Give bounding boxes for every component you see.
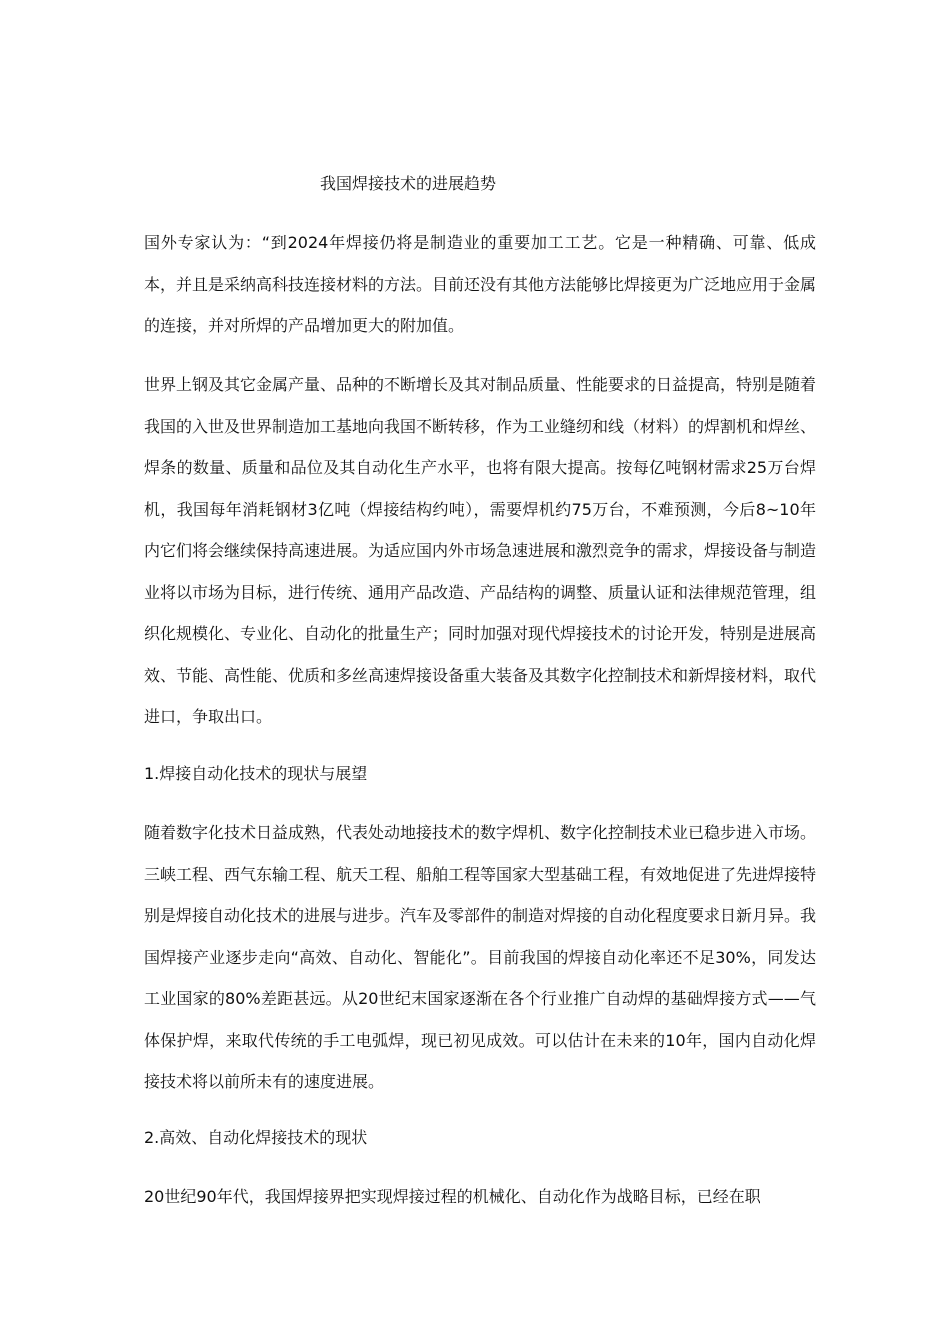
paragraph-automation: 随着数字化技术日益成熟，代表处动地接技术的数字焊机、数字化控制技术业已稳步进入市场。三峡工程、西气东输工程、航天工程、船舶工程等国家大型基础工程，有效地促进了先进焊接特别是焊接自动化技术的进展与进步。汽车及零部件的制造对焊接的自动化程度要求日新月异。我国焊接产业逐步走向“高效、自动化、智能化”。目前我国的焊接自动化率还不足30%，同发达工业国家的80%差距甚远。从20世纪末国家逐渐在各个行业推广自动焊的基础焊接方式——气体保护焊，来取代传统的手工电弧焊，现已初见成效。可以估计在未来的10年，国内自动化焊接技术将以前所未有的速度进展。 (144, 823, 817, 1091)
paragraph-status: 20世纪90年代，我国焊接界把实现焊接过程的机械化、自动化作为战略目标，已经在职 (144, 1187, 761, 1206)
paragraph-intro: 国外专家认为：“到2024年焊接仍将是制造业的重要加工工艺。它是一种精确、可靠、低成本，并且是采纳高科技连接材料的方法。目前还没有其他方法能够比焊接更为广泛地应用于金属的连接，并对所焊的产品增加更大的附加值。 (144, 233, 817, 335)
document-title: 我国焊接技术的进展趋势 (320, 174, 497, 193)
section-heading-1: 1.焊接自动化技术的现状与展望 (144, 764, 368, 783)
paragraph-market: 世界上钢及其它金属产量、品种的不断增长及其对制品质量、性能要求的日益提高，特别是随着我国的入世及世界制造加工基地向我国不断转移，作为工业缝纫和线（材料）的焊割机和焊丝、焊条的数量、质量和品位及其自动化生产水平，也将有限大提高。按每亿吨钢材需求25万台焊机，我国每年消耗钢材3亿吨（焊接结构约吨），需要焊机约75万台，不难预测，今后8~10年内它们将会继续保持高速进展。为适应国内外市场急速进展和激烈竞争的需求，焊接设备与制造业将以市场为目标，进行传统、通用产品改造、产品结构的调整、质量认证和法律规范管理，组织化规模化、专业化、自动化的批量生产；同时加强对现代焊接技术的讨论开发，特别是进展高效、节能、高性能、优质和多丝高速焊接设备重大装备及其数字化控制技术和新焊接材料，取代进口，争取出口。 (144, 375, 817, 726)
section-heading-2: 2.高效、自动化焊接技术的现状 (144, 1128, 368, 1147)
